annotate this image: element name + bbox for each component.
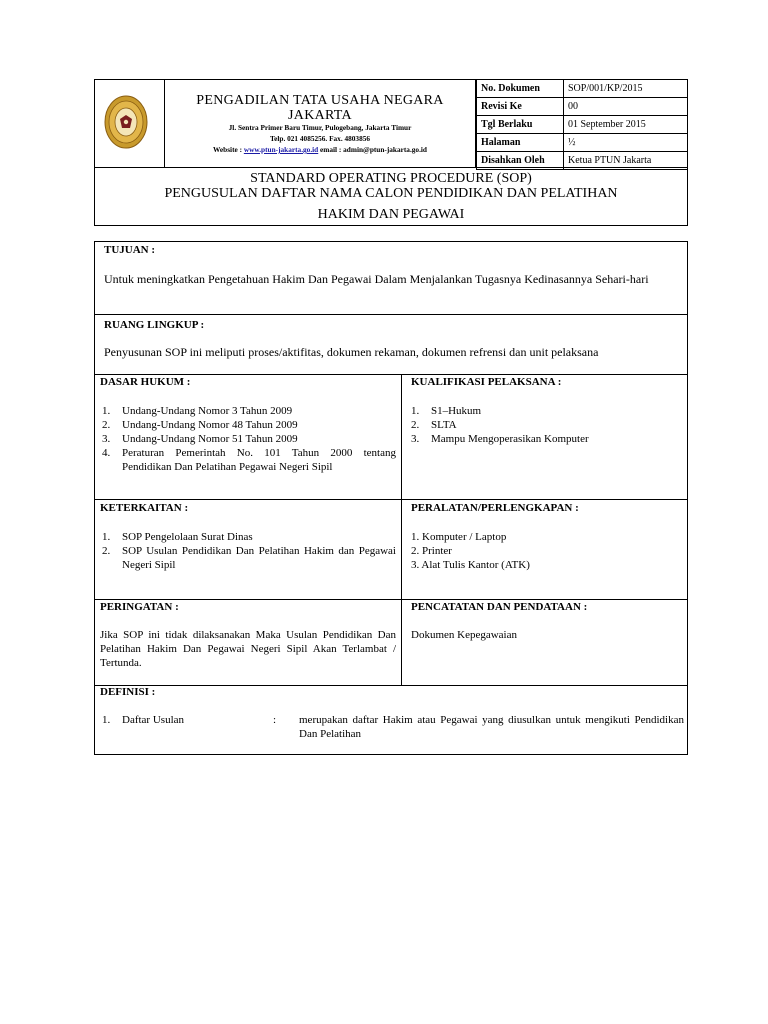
- section-peringatan: [94, 599, 402, 686]
- definition-term: Daftar Usulan: [122, 714, 185, 726]
- list-item: 1. Komputer / Laptop: [411, 531, 507, 543]
- meta-row: [477, 98, 688, 116]
- section-keterkaitan: [94, 499, 402, 600]
- list-item: 2. SLTA: [411, 419, 457, 431]
- meta-key: Halaman: [477, 134, 564, 152]
- section-label: KETERKAITAN :: [100, 502, 189, 514]
- meta-value: 01 September 2015: [564, 116, 688, 134]
- section-label: PERALATAN/PERLENGKAPAN :: [411, 502, 579, 514]
- section-pencatatan: [401, 599, 688, 686]
- org-email: email : admin@ptun-jakarta.go.id: [318, 145, 427, 154]
- section-text: Untuk meningkatkan Pengetahuan Hakim Dan Pegawai Dalam Menjalankan Tugasnya Kedinasannya Sehari-hari: [104, 272, 649, 286]
- org-name-line2: JAKARTA: [288, 108, 352, 123]
- keterkaitan-list: [102, 530, 396, 572]
- section-definisi: [94, 685, 688, 755]
- section-label: TUJUAN :: [104, 244, 156, 256]
- org-contact: [165, 144, 475, 155]
- meta-key: Tgl Berlaku: [477, 116, 564, 134]
- meta-key: Revisi Ke: [477, 98, 564, 116]
- document-meta-table: [476, 79, 688, 167]
- list-item: 3. Undang-Undang Nomor 51 Tahun 2009: [102, 433, 298, 445]
- section-label: PERINGATAN :: [100, 601, 179, 613]
- list-item: 2. Undang-Undang Nomor 48 Tahun 2009: [102, 419, 298, 431]
- list-item: 1. Undang-Undang Nomor 3 Tahun 2009: [102, 405, 293, 417]
- sop-title-line1: STANDARD OPERATING PROCEDURE (SOP): [250, 171, 532, 186]
- dasar-hukum-list: [102, 404, 396, 474]
- meta-row: [477, 116, 688, 134]
- meta-value: ½: [564, 134, 688, 152]
- meta-key: No. Dokumen: [477, 80, 564, 98]
- org-name-line1: PENGADILAN TATA USAHA NEGARA: [196, 93, 444, 108]
- section-text: Jika SOP ini tidak dilaksanakan Maka Usulan Pendidikan Dan Pelatihan Hakim Dan Pegawai Negeri Sipil Akan Terlambat / Tertunda.: [100, 629, 396, 669]
- list-item: 1. S1–Hukum: [411, 405, 482, 417]
- definition-item: [102, 713, 686, 743]
- section-label: RUANG LINGKUP :: [104, 319, 205, 331]
- meta-value: 00: [564, 98, 688, 116]
- org-address: Jl. Sentra Primer Baru Timur, Pulogebang, Jakarta Timur: [228, 123, 412, 132]
- sop-title-line3: HAKIM DAN PEGAWAI: [317, 207, 465, 222]
- section-text: Penyusunan SOP ini meliputi proses/aktifitas, dokumen rekaman, dokumen refrensi dan unit pelaksana: [104, 345, 599, 359]
- website-label: Website :: [213, 145, 244, 154]
- org-phone: Telp. 021 4085256. Fax. 4803856: [269, 134, 371, 143]
- peralatan-list: [411, 530, 681, 572]
- list-item: 3. Mampu Mengoperasikan Komputer: [411, 433, 589, 445]
- website-link[interactable]: www.ptun-jakarta.go.id: [243, 145, 319, 154]
- list-item: 2. Printer: [411, 545, 452, 557]
- sop-title-line2: PENGUSULAN DAFTAR NAMA CALON PENDIDIKAN DAN PELATIHAN: [164, 186, 618, 201]
- section-tujuan: [94, 241, 688, 315]
- section-label: DASAR HUKUM :: [100, 376, 191, 388]
- list-item: 1. SOP Pengelolaan Surat Dinas: [102, 531, 253, 543]
- section-peralatan: [401, 499, 688, 600]
- section-text: Dokumen Kepegawaian: [411, 629, 517, 641]
- list-item: 4. Peraturan Pemerintah No. 101 Tahun 2000 tentang Pendidikan Dan Pelatihan Pegawai Negeri Sipil: [102, 447, 396, 473]
- section-dasar-hukum: [94, 374, 402, 500]
- section-label: KUALIFIKASI PELAKSANA :: [411, 376, 562, 388]
- section-kualifikasi: [401, 374, 688, 500]
- meta-row: [477, 134, 688, 152]
- meta-value: SOP/001/KP/2015: [564, 80, 688, 98]
- meta-row: [477, 80, 688, 98]
- definition-separator: :: [273, 714, 277, 726]
- list-item: 2. SOP Usulan Pendidikan Dan Pelatihan Hakim dan Pegawai Negeri Sipil: [102, 545, 396, 571]
- organization-info: [165, 79, 476, 167]
- definition-text: merupakan daftar Hakim atau Pegawai yang diusulkan untuk mengikuti Pendidikan Dan Pelatihan: [299, 714, 684, 740]
- section-label: PENCATATAN DAN PENDATAAN :: [411, 601, 588, 613]
- section-ruang-lingkup: [94, 314, 688, 375]
- list-item: 3. Alat Tulis Kantor (ATK): [411, 559, 530, 571]
- sop-title: [94, 167, 688, 226]
- kualifikasi-list: [411, 404, 681, 446]
- meta-key: Disahkan Oleh: [477, 152, 564, 170]
- definition-number: 1.: [102, 714, 111, 726]
- section-label: DEFINISI :: [100, 686, 156, 698]
- meta-value: Ketua PTUN Jakarta: [564, 152, 688, 170]
- court-emblem-logo: [104, 95, 148, 149]
